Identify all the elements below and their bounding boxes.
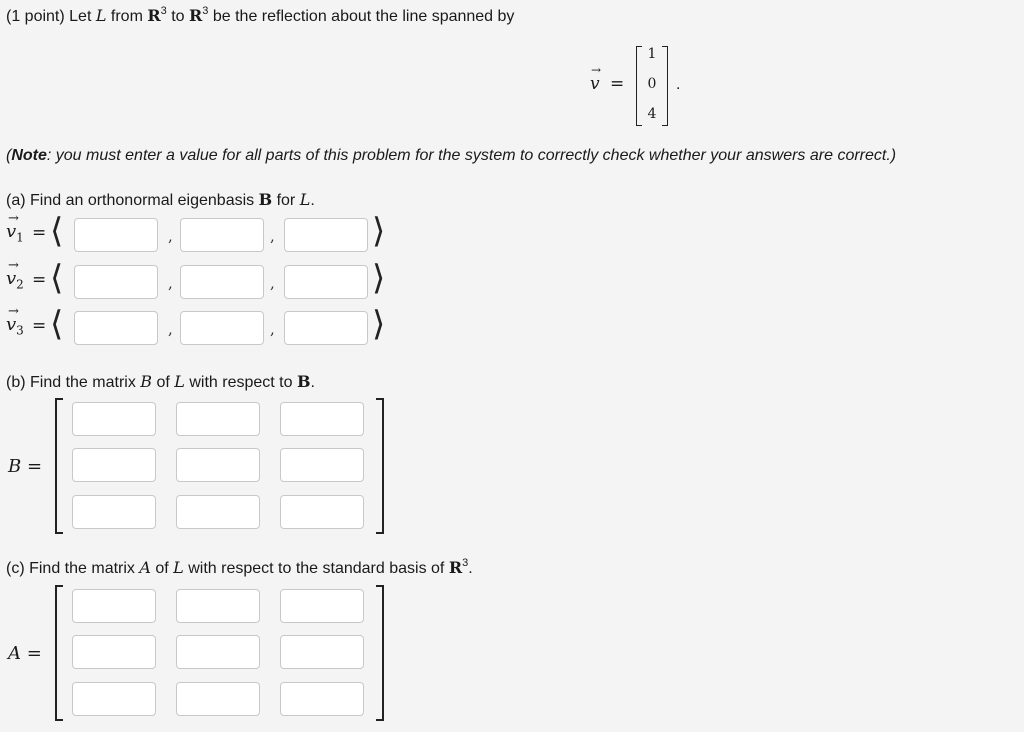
v1-component-1[interactable] (74, 218, 158, 252)
b-entry-12[interactable] (176, 402, 260, 436)
v2-component-1[interactable] (74, 265, 158, 299)
v1-label (6, 211, 24, 245)
v2-label (6, 258, 24, 292)
exponent: 3 (202, 4, 209, 17)
right-bracket (376, 585, 384, 721)
note (6, 147, 896, 165)
vector-entry: 4 (647, 106, 657, 122)
part-a-text: Find an orthonormal eigenbasis (25, 192, 259, 209)
matrix-symbol: B (140, 372, 153, 391)
vector-label (590, 63, 602, 94)
problem-statement (6, 6, 514, 26)
vector-symbol: v (6, 221, 17, 242)
left-bracket (55, 585, 63, 721)
respect-text: with respect to the standard basis of (183, 560, 449, 577)
vec-arrow-icon: → (8, 304, 19, 319)
comma: , (270, 274, 275, 292)
period: . (310, 192, 315, 209)
comma: , (270, 227, 275, 245)
b-entry-33[interactable] (280, 495, 364, 529)
right-bracket (376, 398, 384, 534)
b-entry-31[interactable] (72, 495, 156, 529)
period: . (676, 76, 681, 93)
left-bracket (55, 398, 63, 534)
equals-sign: = (32, 316, 47, 336)
reals-symbol: R (189, 6, 203, 25)
vector-subscript: 2 (16, 277, 24, 292)
v1-component-2[interactable] (180, 218, 264, 252)
map-symbol: L (173, 558, 184, 577)
a-entry-21[interactable] (72, 635, 156, 669)
matrix-a (0, 583, 400, 723)
vector-row-1 (6, 211, 406, 253)
from-text: from (106, 8, 148, 25)
vector-row-2 (6, 258, 406, 300)
vector-row-3 (6, 304, 406, 346)
comma: , (270, 320, 275, 338)
reals-symbol: R (147, 6, 161, 25)
a-entry-11[interactable] (72, 589, 156, 623)
comma: , (168, 227, 173, 245)
b-entry-13[interactable] (280, 402, 364, 436)
exponent: 3 (462, 556, 469, 569)
part-c-label: (c) (6, 560, 25, 577)
note-label: Note (11, 147, 47, 164)
equals-sign: = (32, 223, 47, 243)
part-b-label: (b) (6, 374, 26, 391)
left-angle-icon: ⟨ (50, 211, 64, 251)
map-symbol: L (174, 372, 185, 391)
matrix-a-label: A = (8, 643, 42, 664)
period: . (468, 560, 473, 577)
v1-component-3[interactable] (284, 218, 368, 252)
of-text: of (152, 374, 175, 391)
v2-component-2[interactable] (180, 265, 264, 299)
v3-component-2[interactable] (180, 311, 264, 345)
b-entry-22[interactable] (176, 448, 260, 482)
comma: , (168, 274, 173, 292)
part-b-text: Find the matrix (25, 374, 141, 391)
b-entry-32[interactable] (176, 495, 260, 529)
vec-arrow-icon: → (8, 211, 19, 226)
a-entry-12[interactable] (176, 589, 260, 623)
given-vector (590, 44, 700, 128)
note-text: : you must enter a value for all parts of this problem for the system to correctly check whether your answers are correct.) (46, 147, 897, 164)
left-angle-icon: ⟨ (50, 258, 64, 298)
a-entry-31[interactable] (72, 682, 156, 716)
map-symbol: L (299, 190, 311, 209)
vec-arrow-icon: → (591, 63, 602, 77)
vector-symbol: v (6, 268, 17, 289)
map-symbol: L (95, 6, 107, 25)
period: . (310, 374, 315, 391)
part-c-heading (6, 558, 473, 578)
vector-entry: 0 (647, 76, 657, 92)
a-entry-22[interactable] (176, 635, 260, 669)
part-c-text: Find the matrix (24, 560, 140, 577)
a-entry-33[interactable] (280, 682, 364, 716)
respect-text: with respect to (184, 374, 297, 391)
part-b-heading (6, 372, 315, 392)
equals-sign: = (610, 74, 625, 94)
right-angle-icon: ⟩ (372, 304, 386, 344)
matrix-symbol: A (139, 558, 151, 577)
vector-symbol: v (590, 74, 600, 94)
a-entry-23[interactable] (280, 635, 364, 669)
part-a-label: (a) (6, 192, 26, 209)
part-a-heading (6, 190, 315, 210)
equals-sign: = (32, 270, 47, 290)
left-angle-icon: ⟨ (50, 304, 64, 344)
to-text: to (166, 8, 189, 25)
v3-component-3[interactable] (284, 311, 368, 345)
basis-symbol: B (296, 372, 311, 391)
right-bracket (662, 46, 668, 126)
comma: , (168, 320, 173, 338)
b-entry-23[interactable] (280, 448, 364, 482)
right-angle-icon: ⟩ (372, 258, 386, 298)
of-text: of (150, 560, 174, 577)
b-entry-11[interactable] (72, 402, 156, 436)
intro-text: (1 point) Let (6, 8, 96, 25)
matrix-b-label: B = (8, 456, 43, 477)
a-entry-32[interactable] (176, 682, 260, 716)
right-angle-icon: ⟩ (372, 211, 386, 251)
vector-subscript: 1 (16, 230, 24, 245)
v3-component-1[interactable] (74, 311, 158, 345)
basis-symbol: B (258, 190, 273, 209)
matrix-b (0, 396, 400, 536)
vec-arrow-icon: → (8, 258, 19, 273)
note-paren: ( (6, 147, 12, 164)
b-entry-21[interactable] (72, 448, 156, 482)
vector-subscript: 3 (16, 323, 24, 338)
exponent: 3 (160, 4, 167, 17)
reals-symbol: R (448, 558, 463, 577)
for-text: for (272, 192, 300, 209)
vector-symbol: v (6, 314, 17, 335)
v2-component-3[interactable] (284, 265, 368, 299)
v3-label (6, 304, 24, 338)
vector-entry: 1 (647, 46, 657, 62)
intro-suffix: be the reflection about the line spanned by (208, 8, 515, 25)
a-entry-13[interactable] (280, 589, 364, 623)
